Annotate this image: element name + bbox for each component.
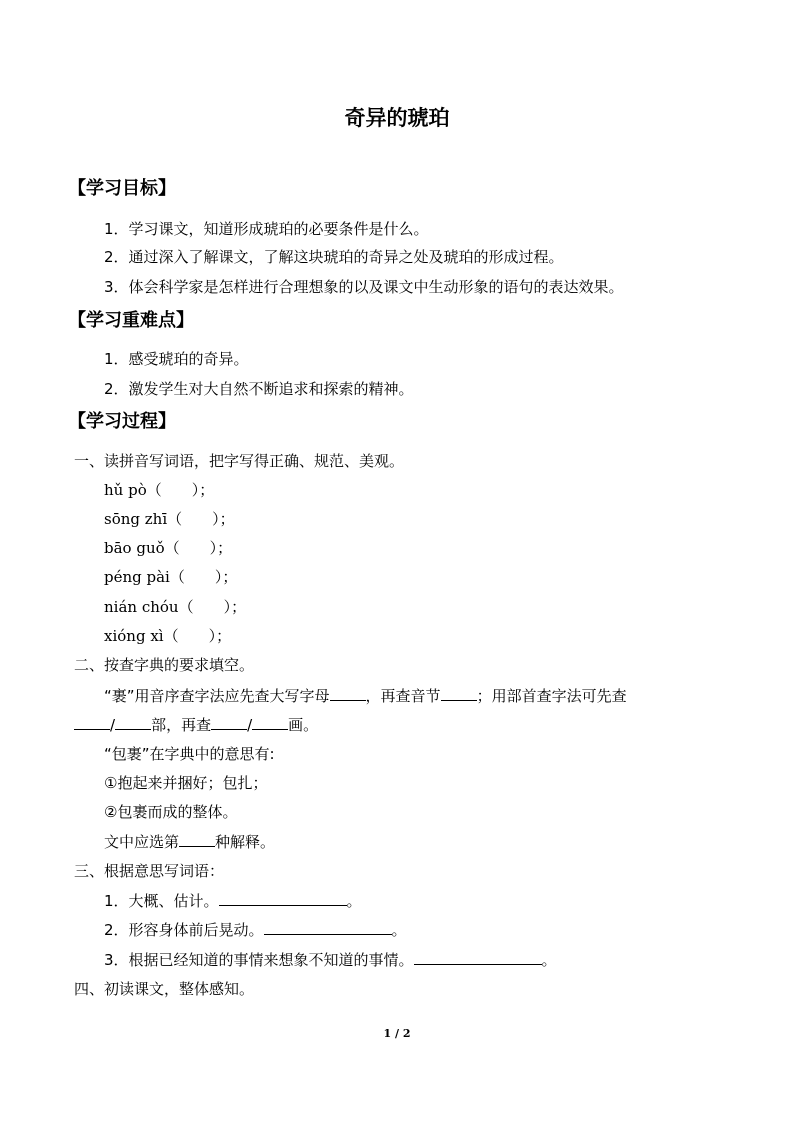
section-heading-process: 【学习过程】 [68, 411, 176, 432]
key-point-item: 1．感受琥珀的奇异。 [104, 350, 249, 368]
text-fragment: 种解释。 [215, 833, 276, 851]
fill-blank[interactable] [219, 889, 347, 906]
meaning-intro: “包裹”在字典中的意思有: [104, 745, 275, 763]
word-item [104, 918, 407, 941]
pinyin-item: xióng xì（ ）； [104, 627, 232, 645]
text-fragment: 1．大概、估计。 [104, 892, 219, 910]
dictionary-line-2 [74, 713, 318, 736]
fill-blank[interactable] [179, 830, 215, 847]
question-title: 一、读拼音写词语，把字写得正确、规范、美观。 [74, 452, 405, 470]
text-fragment: 文中应选第 [104, 833, 180, 851]
pinyin-item: bāo guǒ（ ）； [104, 539, 233, 557]
pinyin-item: péng pài（ ）； [104, 568, 238, 586]
pinyin-item: sōng zhī（ ）； [104, 510, 235, 528]
text-fragment: / [247, 716, 253, 734]
key-point-item: 2．激发学生对大自然不断追求和探索的精神。 [104, 380, 414, 398]
question-title: 四、初读课文，整体感知。 [74, 980, 255, 998]
fill-blank[interactable] [264, 918, 392, 935]
text-fragment: 3．根据已经知道的事情来想象不知道的事情。 [104, 951, 414, 969]
word-item [104, 889, 362, 912]
fill-blank[interactable] [441, 684, 477, 701]
word-item [104, 948, 557, 971]
goal-item: 3．体会科学家是怎样进行合理想象的以及课文中生动形象的语句的表达效果。 [104, 278, 624, 296]
pinyin-item: hǔ pò（ ）； [104, 481, 215, 499]
section-heading-goals: 【学习目标】 [68, 178, 176, 199]
text-fragment: “裹”用音序查字法应先查大写字母 [104, 687, 330, 705]
fill-blank[interactable] [211, 713, 247, 730]
question-title: 二、按查字典的要求填空。 [74, 656, 255, 674]
meaning-item: ①抱起来并捆好；包扎； [104, 774, 268, 792]
fill-blank[interactable] [414, 948, 542, 965]
page-number: 1 / 2 [383, 1027, 411, 1040]
text-fragment: 画。 [288, 716, 319, 734]
fill-blank[interactable] [330, 684, 366, 701]
page-title: 奇异的琥珀 [344, 105, 450, 130]
goal-item: 1．学习课文，知道形成琥珀的必要条件是什么。 [104, 220, 429, 238]
section-heading-key-points: 【学习重难点】 [68, 310, 194, 331]
meaning-item: ②包裹而成的整体。 [104, 803, 238, 821]
fill-blank[interactable] [252, 713, 288, 730]
fill-blank[interactable] [74, 713, 110, 730]
text-fragment: 2．形容身体前后晃动。 [104, 921, 264, 939]
text-fragment: ，再查音节 [365, 687, 441, 705]
question-title: 三、根据意思写词语： [74, 862, 225, 880]
goal-item: 2．通过深入了解课文，了解这块琥珀的奇异之处及琥珀的形成过程。 [104, 248, 564, 266]
text-fragment: 。 [541, 951, 557, 969]
text-fragment: 部，再查 [151, 716, 212, 734]
text-fragment: ；用部首查字法可先查 [476, 687, 627, 705]
choose-line [104, 830, 275, 853]
text-fragment: 。 [346, 892, 362, 910]
fill-blank[interactable] [115, 713, 151, 730]
dictionary-line-1 [104, 684, 627, 707]
pinyin-item: nián chóu（ ）； [104, 598, 247, 616]
text-fragment: 。 [391, 921, 407, 939]
text-fragment: / [110, 716, 116, 734]
